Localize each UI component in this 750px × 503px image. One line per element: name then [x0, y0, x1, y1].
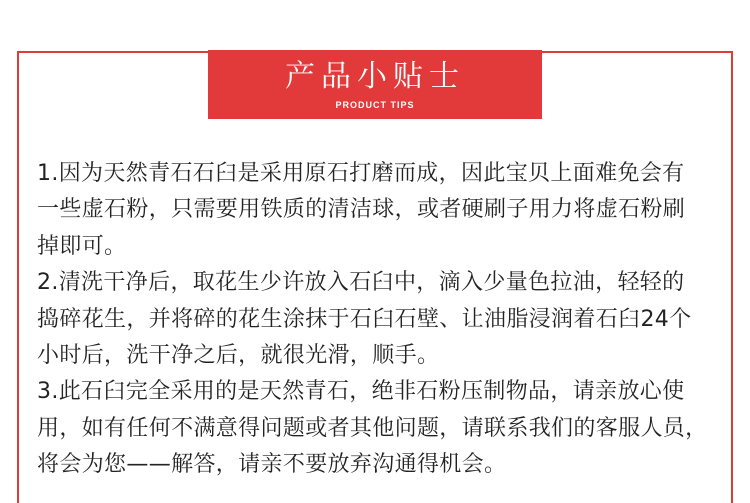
- tips-text-block: [37, 156, 722, 484]
- tip-line: 一些虚石粉，只需要用铁质的清洁球，或者硬刷子用力将虚石粉刷: [37, 197, 686, 223]
- banner-subtitle: PRODUCT TIPS: [335, 100, 415, 110]
- tips-banner: [208, 50, 542, 119]
- banner-title: 产品小贴士: [285, 59, 465, 94]
- tip-line: 用，如有任何不满意得问题或者其他问题，请联系我们的客服人员，: [37, 415, 708, 441]
- tip-line: 小时后，洗干净之后，就很光滑，顺手。: [37, 342, 440, 368]
- tip-line: 2.清洗干净后，取花生少许放入石臼中，滴入少量色拉油，轻轻的: [37, 270, 685, 296]
- tip-line: 掉即可。: [37, 233, 127, 259]
- tip-line: 3.此石臼完全采用的是天然青石，绝非石粉压制物品，请亲放心使: [37, 379, 685, 405]
- tip-line: 捣碎花生，并将碎的花生涂抹于石臼石壁、让油脂浸润着石臼24个: [37, 306, 692, 332]
- tip-line: 将会为您——解答，请亲不要放弃沟通得机会。: [37, 452, 507, 478]
- tip-line: 1.因为天然青石石臼是采用原石打磨而成，因此宝贝上面难免会有: [37, 161, 685, 186]
